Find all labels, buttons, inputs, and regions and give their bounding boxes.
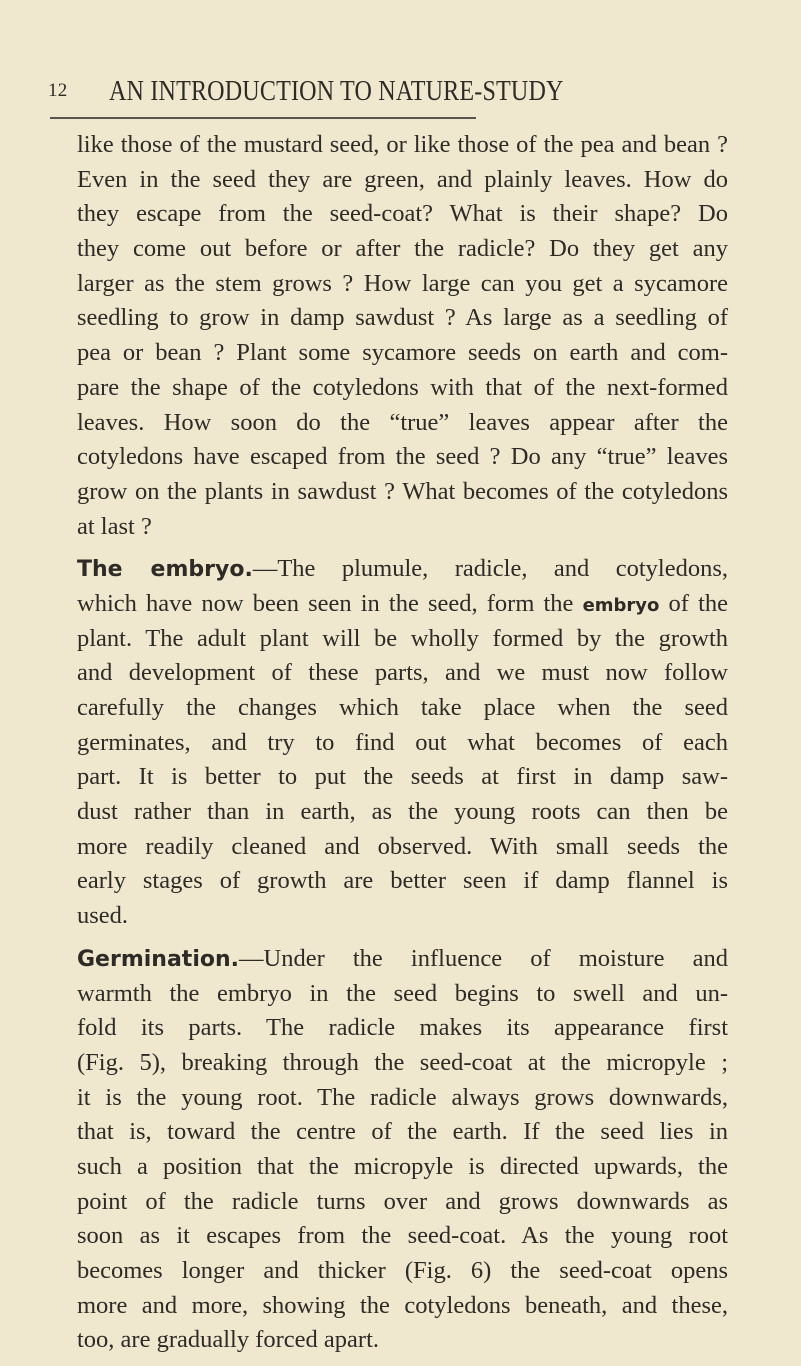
running-header: [48, 76, 564, 110]
line-text: fold its parts. The radicle makes its appearance first: [77, 1014, 728, 1042]
text-line: [77, 760, 728, 795]
line-text: grow on the plants in sawdust ? What becomes of the cotyledons: [77, 477, 728, 505]
line-text: cotyledons have escaped from the seed ? Do any “true” leaves: [77, 443, 728, 471]
text-line: [77, 371, 728, 406]
line-text: —The plumule, radicle, and cotyledons,: [252, 555, 728, 583]
line-text: larger as the stem grows ? How large can you get a sycamore: [77, 269, 728, 297]
paragraph-the-embryo: [77, 552, 728, 934]
line-text: that is, toward the centre of the earth. If the seed lies in: [77, 1118, 728, 1146]
text-line: [77, 1081, 728, 1116]
line-text: like those of the mustard seed, or like those of the pea and bean ?: [77, 131, 728, 158]
line-text: seedling to grow in damp sawdust ? As large as a seedling of: [77, 304, 728, 332]
paragraph-germination: [77, 942, 728, 1358]
line-text: early stages of growth are better seen if damp flannel is: [77, 867, 728, 895]
line-text: germinates, and try to find out what becomes of each: [77, 728, 728, 756]
text-line: [77, 864, 728, 899]
text-line: [77, 1150, 728, 1185]
page-body: [77, 128, 728, 1366]
text-line: [77, 406, 728, 441]
line-text: warmth the embryo in the seed begins to swell and un-: [77, 979, 728, 1007]
line-text: point of the radicle turns over and grows downwards as: [77, 1187, 728, 1215]
text-line: [77, 1289, 728, 1324]
line-text: it is the young root. The radicle always grows downwards,: [77, 1083, 728, 1111]
text-line: [77, 942, 728, 977]
line-text: too, are gradually forced apart.: [77, 1326, 380, 1354]
line-text: more readily cleaned and observed. With small seeds the: [77, 832, 728, 860]
text-line: [77, 795, 728, 830]
line-text: carefully the changes which take place when the seed: [77, 694, 728, 721]
line-text: Even in the seed they are green, and plainly leaves. How do: [77, 165, 728, 193]
section-heading: The embryo.: [77, 557, 253, 583]
line-text: which have now been seen in the seed, form the: [77, 589, 574, 617]
line-text: pea or bean ? Plant some sycamore seeds on earth and com-: [77, 339, 728, 367]
running-title: AN INTRODUCTION TO NATURE-STUDY: [109, 76, 564, 107]
paragraph-cotyledons-questions: [77, 128, 728, 544]
text-line: [77, 301, 728, 336]
text-line: [77, 128, 728, 163]
text-line: [77, 163, 728, 198]
text-line: [77, 1219, 728, 1254]
line-text: of the: [659, 589, 728, 617]
text-line: [77, 830, 728, 865]
text-line: [77, 622, 728, 657]
text-line: [77, 726, 728, 761]
key-term: embryo: [582, 594, 660, 616]
line-text: —Under the influence of moisture and: [239, 944, 728, 972]
text-line: [77, 510, 728, 545]
line-text: (Fig. 5), breaking through the seed-coat at the micropyle ;: [77, 1048, 728, 1076]
text-line: [77, 977, 728, 1012]
line-text: dust rather than in earth, as the young roots can then be: [77, 798, 728, 826]
line-text: becomes longer and thicker (Fig. 6) the seed-coat opens: [77, 1257, 728, 1284]
line-text: plant. The adult plant will be wholly formed by the growth: [77, 624, 728, 652]
text-line: [77, 1323, 728, 1358]
text-line: [77, 1254, 728, 1289]
text-line: [77, 1046, 728, 1081]
text-line: [77, 336, 728, 371]
text-line: [77, 267, 728, 302]
text-line: [77, 1011, 728, 1046]
text-line: [77, 232, 728, 267]
text-line: [77, 475, 728, 510]
line-text: at last ?: [77, 512, 152, 540]
line-text: pare the shape of the cotyledons with that of the next-formed: [77, 373, 728, 401]
text-line: [77, 1115, 728, 1150]
line-text: soon as it escapes from the seed-coat. As the young root: [77, 1222, 728, 1250]
line-text: such a position that the micropyle is directed upwards, the: [77, 1152, 728, 1180]
line-text: part. It is better to put the seeds at first in damp saw-: [77, 763, 728, 791]
text-line: [77, 656, 728, 691]
page-number: 12: [48, 80, 68, 101]
header-rule: [50, 117, 476, 119]
text-line: [77, 587, 728, 622]
text-line: [77, 197, 728, 232]
line-text: more and more, showing the cotyledons beneath, and these,: [77, 1291, 728, 1319]
line-text: and development of these parts, and we must now follow: [77, 659, 728, 687]
text-line: [77, 440, 728, 475]
line-text: used.: [77, 902, 129, 930]
line-text: they escape from the seed-coat? What is their shape? Do: [77, 200, 728, 228]
text-line: [77, 1185, 728, 1220]
line-text: they come out before or after the radicle? Do they get any: [77, 235, 728, 263]
section-heading: Germination.: [77, 946, 239, 972]
text-line: [77, 691, 728, 726]
text-line: [77, 552, 728, 587]
text-line: [77, 899, 728, 934]
line-text: leaves. How soon do the “true” leaves appear after the: [77, 408, 728, 436]
